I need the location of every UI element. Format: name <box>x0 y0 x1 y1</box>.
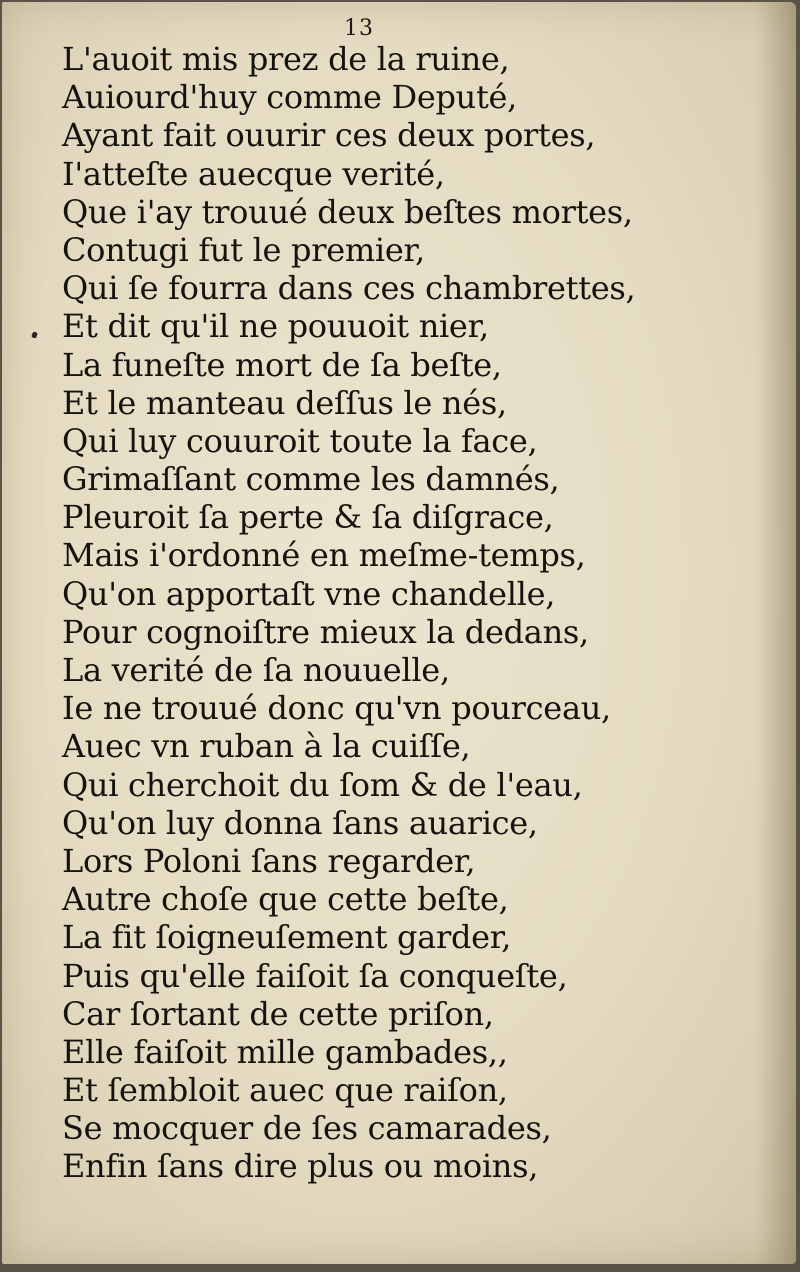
verse-line: Puis qu'elle faiſoit ſa conqueſte, <box>62 956 568 995</box>
verse-line: Et dit qu'il ne pouuoit nier, <box>62 307 489 346</box>
verse-line: Autre choſe que cette beſte, <box>62 880 509 919</box>
verse-line: Qu'on apportaſt vne chandelle, <box>62 574 556 613</box>
verse-line: Et ſembloit auec que raiſon, <box>62 1071 508 1110</box>
verse-line: Qui luy couuroit toute la face, <box>62 421 538 460</box>
verse-line: Contugi fut le premier, <box>62 230 425 269</box>
verse-line: Ayant fait ouurir ces deux portes, <box>62 116 596 155</box>
page-fold-shadow <box>756 2 796 1264</box>
verse-line: Auiourd'huy comme Deputé, <box>62 78 518 117</box>
verse-line: Se mocquer de ſes camarades, <box>62 1109 552 1148</box>
verse-line: Enfin ſans dire plus ou moins, <box>62 1147 539 1186</box>
verse-line: Pour cognoiſtre mieux la dedans, <box>62 612 589 651</box>
verse-text <box>62 40 635 1186</box>
verse-line: Ie ne trouué donc qu'vn pourceau, <box>62 689 611 728</box>
verse-line: Qui ſe fourra dans ces chambrettes, <box>62 269 636 308</box>
page-number: 13 <box>344 16 374 41</box>
verse-line: I'atteſte auecque verité, <box>62 154 445 193</box>
verse-line: Mais i'ordonné en meſme-temps, <box>62 536 586 575</box>
verse-line: L'auoit mis prez de la ruine, <box>62 40 510 78</box>
verse-line: Elle faiſoit mille gambades,, <box>62 1032 508 1071</box>
verse-line: Car ſortant de cette priſon, <box>62 994 494 1033</box>
verse-line: Lors Poloni ſans regarder, <box>62 841 476 880</box>
verse-line: Que i'ay trouué deux beſtes mortes, <box>62 192 633 231</box>
margin-mark <box>31 331 38 338</box>
book-page <box>2 2 796 1264</box>
verse-line: Qu'on luy donna ſans auarice, <box>62 803 538 842</box>
verse-line: Grimaſſant comme les damnés, <box>62 460 560 499</box>
verse-line: Auec vn ruban à la cuiſſe, <box>62 727 471 766</box>
verse-line: Qui cherchoit du ſom & de l'eau, <box>62 765 583 804</box>
verse-line: La funeſte mort de ſa beſte, <box>62 345 502 384</box>
verse-line: La verité de ſa nouuelle, <box>62 651 450 689</box>
verse-line: Pleuroit ſa perte & ſa diſgrace, <box>62 498 554 537</box>
verse-line: Et le manteau deſſus le nés, <box>62 383 507 422</box>
verse-line: La fit ſoigneuſement garder, <box>62 918 512 957</box>
